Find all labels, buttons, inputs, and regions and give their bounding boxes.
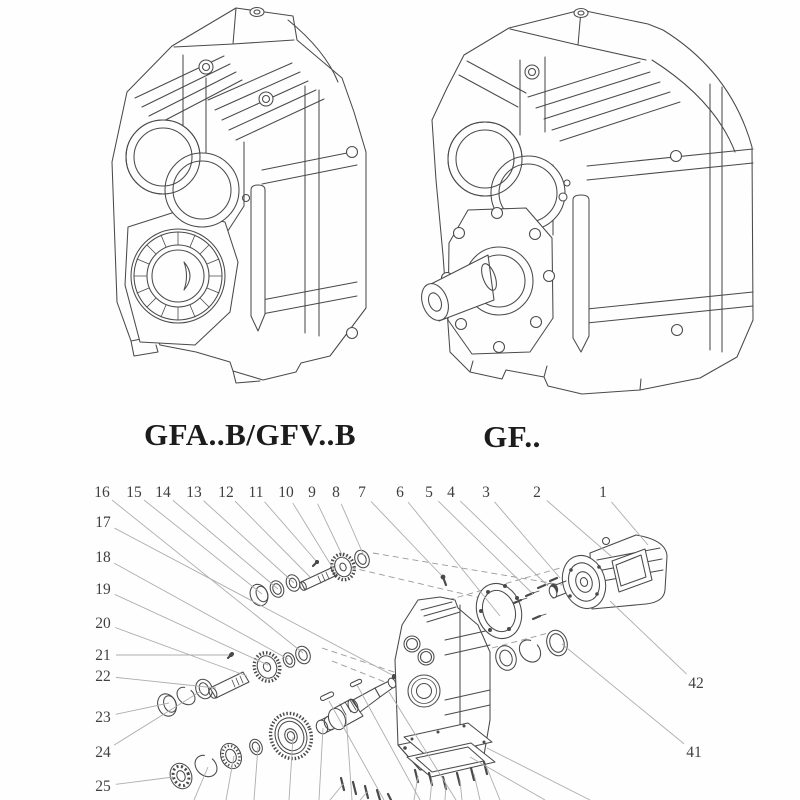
gearbox-iso-drawing-gfab	[112, 8, 366, 384]
callout-number-19: 19	[95, 581, 111, 598]
callout-number-20: 20	[95, 615, 111, 632]
callout-number-15: 15	[126, 484, 142, 501]
clipped-leader-16	[470, 757, 545, 800]
callout-number-13: 13	[186, 484, 202, 501]
callout-number-8: 8	[332, 484, 340, 501]
tie-rod	[573, 195, 589, 352]
leader-line-8	[341, 504, 364, 556]
leader-line-15	[144, 500, 262, 594]
callout-number-18: 18	[95, 549, 111, 566]
clipped-leader-10	[414, 776, 418, 800]
callout-number-3: 3	[482, 484, 490, 501]
leader-line-13	[204, 501, 294, 583]
retaining-ring	[515, 636, 545, 667]
callout-number-17: 17	[95, 514, 111, 531]
callout-number-2: 2	[533, 484, 541, 501]
leader-arrow-dot-17	[392, 674, 396, 678]
clipped-leader-17	[487, 748, 590, 800]
clipped-leader-5	[319, 728, 323, 800]
clipped-leader-6	[346, 715, 352, 800]
leader-line-16	[112, 500, 303, 653]
leader-line-42	[610, 601, 687, 674]
clipped-leader-13	[460, 780, 462, 800]
callout-number-23: 23	[95, 709, 111, 726]
model-label-gfab: GFA..B/GFV..B	[143, 417, 357, 452]
callout-number-42: 42	[688, 675, 704, 692]
gearbox-iso-drawing-gf	[417, 9, 753, 395]
leader-arrow-dot-7	[441, 575, 445, 579]
callout-number-9: 9	[308, 484, 316, 501]
leader-line-17	[114, 528, 394, 676]
callout-number-16: 16	[94, 484, 110, 501]
callout-number-41: 41	[686, 744, 702, 761]
leader-line-20	[115, 627, 247, 676]
leader-line-10	[293, 503, 334, 570]
leader-line-14	[173, 500, 278, 589]
callout-number-4: 4	[447, 484, 455, 501]
callout-number-7: 7	[358, 484, 366, 501]
leader-arrow-dot-21	[229, 653, 233, 657]
callout-number-24: 24	[95, 744, 111, 761]
leader-line-2	[547, 501, 612, 557]
clipped-leader-1	[194, 767, 208, 800]
callout-number-5: 5	[425, 484, 433, 501]
leader-line-18	[114, 563, 288, 659]
callout-number-10: 10	[278, 484, 294, 501]
output-bearing	[493, 643, 520, 673]
top-bolt-boss	[574, 9, 588, 18]
top-bolt-boss	[250, 8, 264, 17]
exploded-parts-diagram	[94, 484, 704, 800]
tie-rod	[251, 185, 265, 331]
callout-number-6: 6	[396, 484, 404, 501]
callout-number-14: 14	[155, 484, 171, 501]
leader-line-3	[494, 502, 560, 578]
model-label-gf: GF..	[483, 419, 541, 454]
leader-arrow-dot-11	[315, 560, 319, 564]
callout-number-12: 12	[218, 484, 234, 501]
clipped-leader-18	[330, 783, 344, 800]
motor	[548, 535, 667, 614]
leader-line-24	[114, 691, 201, 745]
leader-line-6	[408, 502, 500, 616]
leader-line-19	[115, 594, 268, 665]
clipped-leader-14	[474, 774, 480, 800]
callout-number-22: 22	[95, 668, 111, 685]
leader-line-9	[318, 504, 344, 559]
callout-number-1: 1	[599, 484, 607, 501]
callout-number-11: 11	[248, 484, 264, 501]
leader-line-11	[265, 502, 317, 562]
callout-number-25: 25	[95, 778, 111, 795]
leader-line-25	[116, 777, 173, 784]
leader-line-5	[438, 501, 533, 594]
leader-line-7	[371, 501, 443, 577]
callout-number-21: 21	[95, 647, 111, 664]
seal-ring	[543, 628, 570, 659]
leader-line-41	[562, 644, 684, 744]
